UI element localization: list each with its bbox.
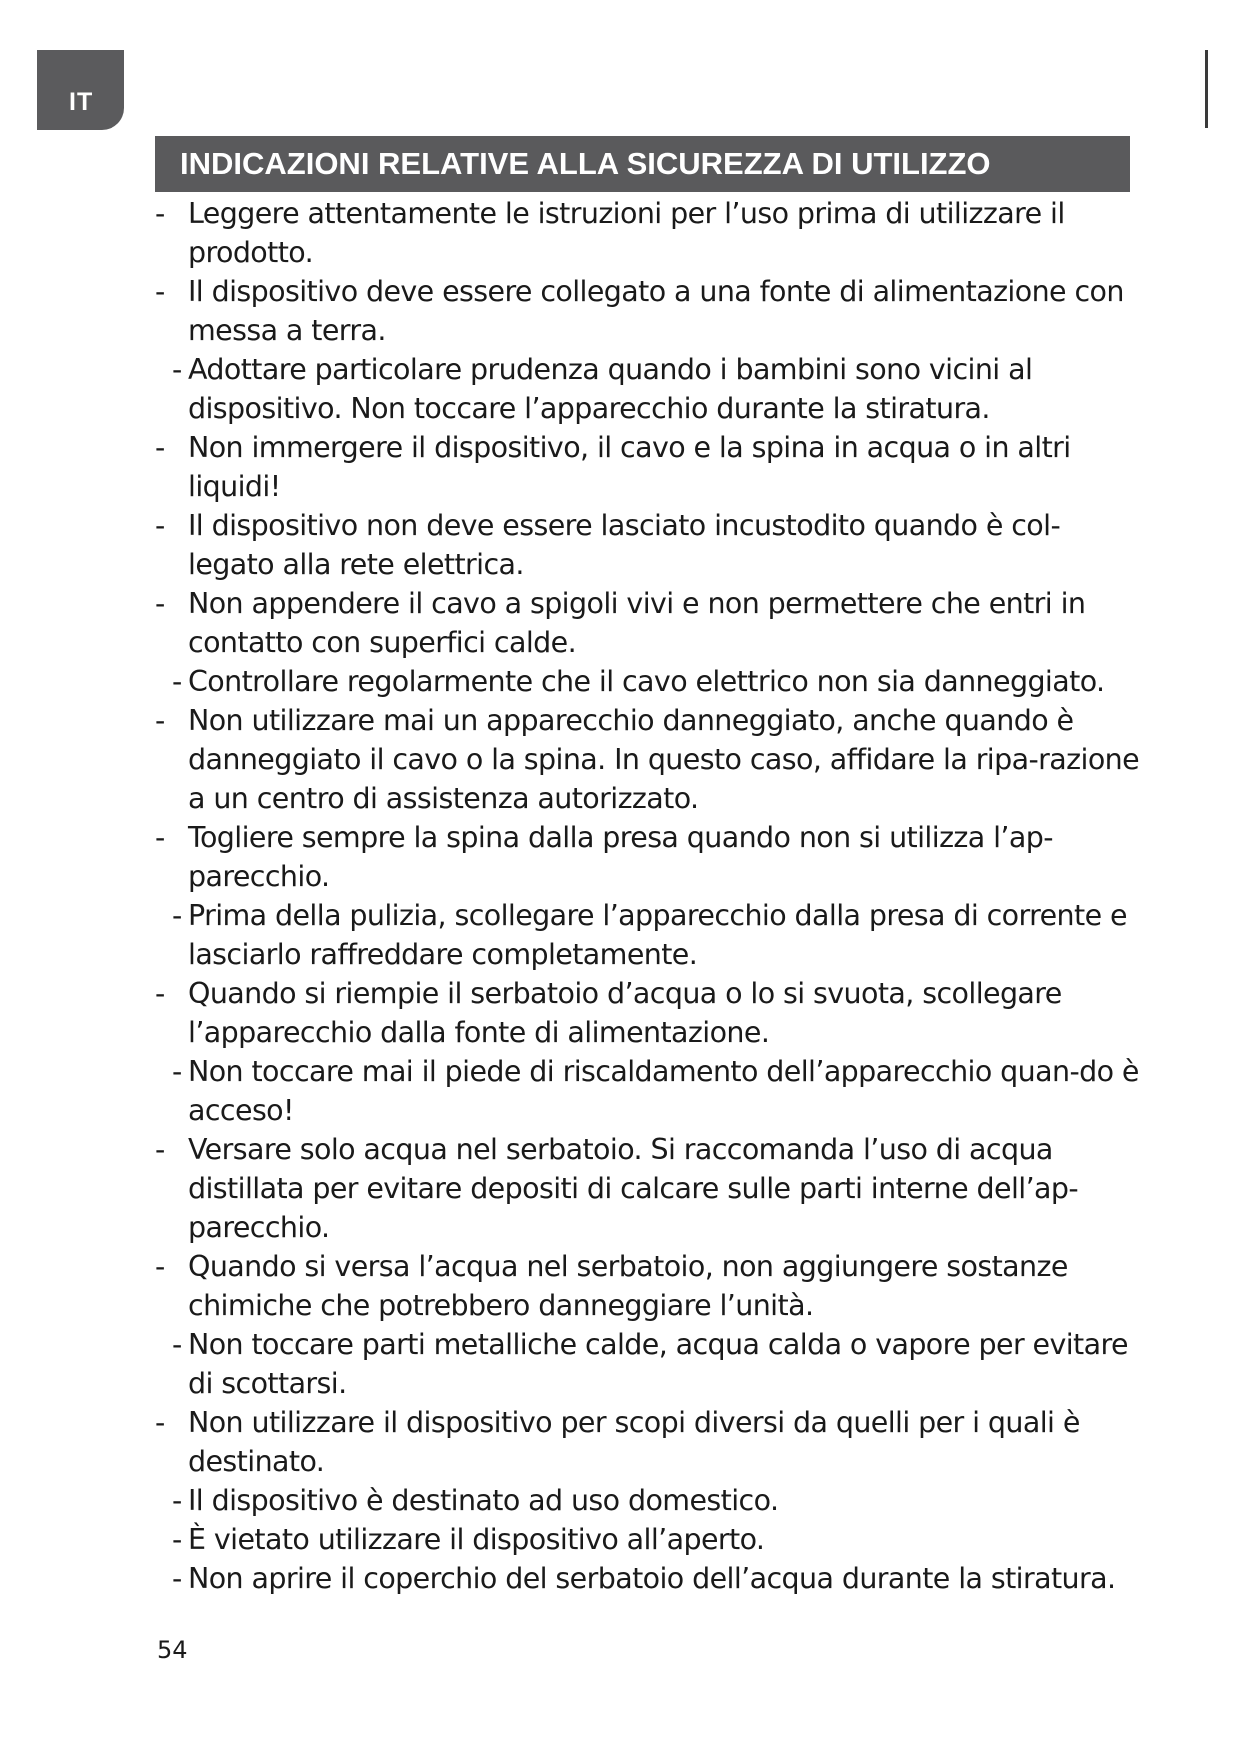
bullet-dash: - <box>155 275 165 308</box>
bullet-dash: - <box>172 1055 182 1088</box>
rule-text: Adottare particolare prudenza quando i bambini sono vicini al dispositivo. Non toccare l’apparecchio durante la stiratura. <box>188 353 1033 425</box>
bullet-dash: - <box>155 977 165 1010</box>
rule-text: Leggere attentamente le istruzioni per l’uso prima di utilizzare il prodotto. <box>188 197 1065 269</box>
list-item <box>150 1403 1140 1481</box>
list-item <box>150 1520 1140 1559</box>
bullet-dash: - <box>172 1562 182 1595</box>
rule-text: Non immergere il dispositivo, il cavo e la spina in acqua o in altri liquidi! <box>188 431 1071 503</box>
rule-text: Togliere sempre la spina dalla presa quando non si utilizza l’ap-parecchio. <box>188 821 1053 893</box>
rule-text: Non utilizzare il dispositivo per scopi diversi da quelli per i quali è destinato. <box>188 1406 1080 1478</box>
rule-text: Non appendere il cavo a spigoli vivi e non permettere che entri in contatto con superfici calde. <box>188 587 1086 659</box>
rule-text: Non toccare parti metalliche calde, acqua calda o vapore per evitare di scottarsi. <box>188 1328 1128 1400</box>
bullet-dash: - <box>172 1484 182 1517</box>
bullet-dash: - <box>155 1250 165 1283</box>
bullet-dash: - <box>172 899 182 932</box>
list-item <box>150 350 1140 428</box>
language-tab: IT <box>37 50 124 130</box>
safety-rules-list <box>150 194 1140 1598</box>
list-item <box>150 896 1140 974</box>
rule-text: Quando si riempie il serbatoio d’acqua o lo si svuota, scollegare l’apparecchio dalla fonte di alimentazione. <box>188 977 1062 1049</box>
list-item <box>150 662 1140 701</box>
rule-text: È vietato utilizzare il dispositivo all’aperto. <box>188 1523 765 1556</box>
list-item <box>150 272 1140 350</box>
bullet-dash: - <box>155 587 165 620</box>
bullet-dash: - <box>155 704 165 737</box>
bullet-dash: - <box>155 431 165 464</box>
list-item <box>150 506 1140 584</box>
rule-text: Versare solo acqua nel serbatoio. Si raccomanda l’uso di acqua distillata per evitare depositi di calcare sulle parti interne dell’ap-parecchio. <box>188 1133 1079 1244</box>
rule-text: Non aprire il coperchio del serbatoio dell’acqua durante la stiratura. <box>188 1562 1116 1595</box>
bullet-dash: - <box>155 1406 165 1439</box>
list-item <box>150 1130 1140 1247</box>
rule-text: Il dispositivo è destinato ad uso domestico. <box>188 1484 779 1517</box>
list-item <box>150 584 1140 662</box>
bullet-dash: - <box>155 197 165 230</box>
list-item <box>150 1052 1140 1130</box>
bullet-dash: - <box>155 509 165 542</box>
list-item <box>150 1247 1140 1325</box>
page-number: 54 <box>157 1636 188 1664</box>
list-item <box>150 194 1140 272</box>
rule-text: Non toccare mai il piede di riscaldamento dell’apparecchio quan-do è acceso! <box>188 1055 1139 1127</box>
rule-text: Non utilizzare mai un apparecchio danneggiato, anche quando è danneggiato il cavo o la spina. In questo caso, affidare la ripa-razione a un centro di assistenza autorizzato. <box>188 704 1140 815</box>
list-item <box>150 1559 1140 1598</box>
rule-text: Controllare regolarmente che il cavo elettrico non sia danneggiato. <box>188 665 1105 698</box>
bullet-dash: - <box>172 665 182 698</box>
bullet-dash: - <box>155 821 165 854</box>
rule-text: Quando si versa l’acqua nel serbatoio, non aggiungere sostanze chimiche che potrebbero danneggiare l’unità. <box>188 1250 1068 1322</box>
section-title: INDICAZIONI RELATIVE ALLA SICUREZZA DI UTILIZZO <box>155 136 1130 192</box>
list-item <box>150 428 1140 506</box>
page-edge-divider <box>1205 50 1208 128</box>
list-item <box>150 974 1140 1052</box>
list-item <box>150 1325 1140 1403</box>
bullet-dash: - <box>172 1523 182 1556</box>
rule-text: Il dispositivo deve essere collegato a una fonte di alimentazione con messa a terra. <box>188 275 1124 347</box>
bullet-dash: - <box>172 353 182 386</box>
rule-text: Il dispositivo non deve essere lasciato incustodito quando è col-legato alla rete elettrica. <box>188 509 1061 581</box>
bullet-dash: - <box>155 1133 165 1166</box>
list-item <box>150 1481 1140 1520</box>
rule-text: Prima della pulizia, scollegare l’apparecchio dalla presa di corrente e lasciarlo raffreddare completamente. <box>188 899 1127 971</box>
bullet-dash: - <box>172 1328 182 1361</box>
list-item <box>150 701 1140 818</box>
list-item <box>150 818 1140 896</box>
